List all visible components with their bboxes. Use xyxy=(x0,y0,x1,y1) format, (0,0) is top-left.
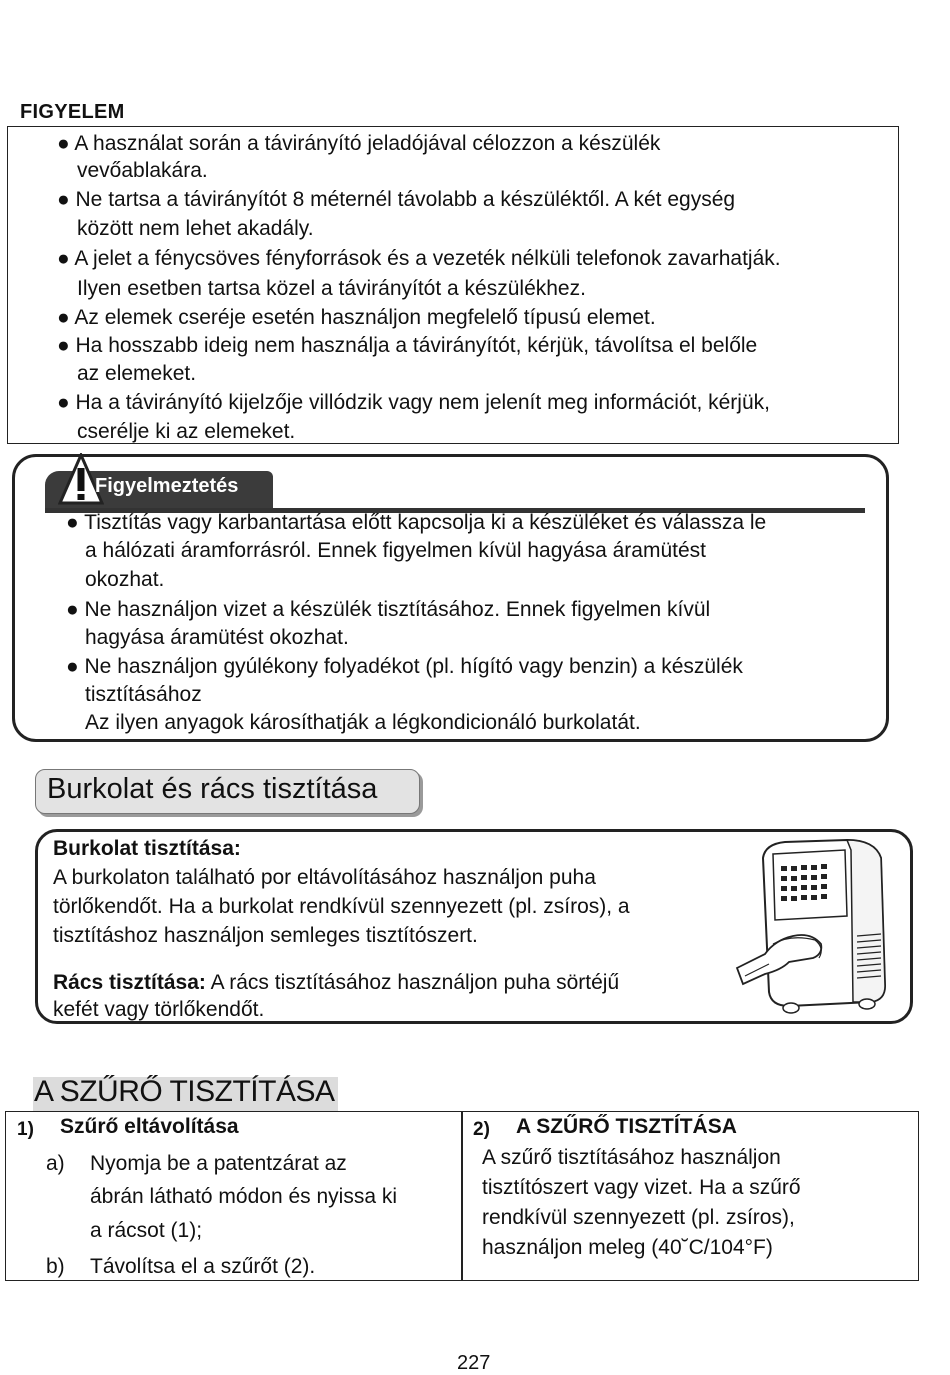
figyelem-title: FIGYELEM xyxy=(20,101,125,123)
figyelem-line: ● Az elemek cseréje esetén használjon megfelelő típusú elemet. xyxy=(57,306,656,329)
warning-line: a hálózati áramforrásról. Ennek figyelmen kívül hagyása áramütést xyxy=(85,539,706,562)
filter-substep-marker: b) xyxy=(46,1255,65,1278)
figyelem-line: ● Ne tartsa a távirányítót 8 méternél távolabb a készüléktől. A két egység xyxy=(57,188,736,211)
figyelem-line: Ilyen esetben tartsa közel a távirányítót a készülékhez. xyxy=(77,277,586,300)
warning-line: okozhat. xyxy=(85,568,165,591)
figyelem-line: az elemeket. xyxy=(77,362,197,385)
filter-cleaning-line: tisztítószert vagy vizet. Ha a szűrő xyxy=(482,1176,801,1199)
page-number: 227 xyxy=(457,1352,491,1374)
filter-step-number: 1) xyxy=(17,1119,34,1140)
warning-line: ● Ne használjon gyúlékony folyadékot (pl. hígító vagy benzin) a készülék xyxy=(66,655,743,678)
filter-heading: A SZŰRŐ TISZTÍTÁSA xyxy=(34,1075,335,1108)
section-heading: Burkolat és rács tisztítása xyxy=(47,773,378,805)
filter-step-number: 2) xyxy=(473,1119,490,1140)
filter-step-title: A SZŰRŐ TISZTÍTÁSA xyxy=(516,1115,737,1138)
figyelem-line: vevőablakára. xyxy=(77,159,208,182)
figyelem-line: ● Ha hosszabb ideig nem használja a távirányítót, kérjük, távolítsa el belőle xyxy=(57,334,758,357)
figyelem-line: cserélje ki az elemeket. xyxy=(77,420,296,443)
filter-cleaning-line: használjon meleg (40˘C/104°F) xyxy=(482,1236,773,1259)
filter-substep-line: Nyomja be a patentzárat az xyxy=(90,1152,347,1175)
grille-line xyxy=(53,970,619,996)
casing-line: tisztításhoz használjon semleges tisztítószert. xyxy=(53,924,478,947)
warning-line: tisztításához xyxy=(85,683,202,706)
grille-text: A rács tisztításához használjon puha sörtéjű xyxy=(205,971,620,994)
figyelem-line: között nem lehet akadály. xyxy=(77,217,314,240)
warning-label: Figyelmeztetés xyxy=(95,475,239,497)
filter-step-title: Szűrő eltávolítása xyxy=(60,1115,239,1138)
warning-line: ● Tisztítás vagy karbantartása előtt kapcsolja ki a készüléket és válassza le xyxy=(66,511,767,534)
filter-table-divider xyxy=(461,1111,463,1281)
warning-line: hagyása áramütést okozhat. xyxy=(85,626,349,649)
filter-substep-marker: a) xyxy=(46,1152,65,1175)
filter-substep-line: Távolítsa el a szűrőt (2). xyxy=(90,1255,316,1278)
grille-line: kefét vagy törlőkendőt. xyxy=(53,998,265,1021)
filter-substep-line: a rácsot (1); xyxy=(90,1219,203,1242)
filter-cleaning-line: A szűrő tisztításához használjon xyxy=(482,1146,781,1169)
casing-line: A burkolaton található por eltávolításához használjon puha xyxy=(53,866,596,889)
casing-line: törlőkendőt. Ha a burkolat rendkívül szennyezett (pl. zsíros), a xyxy=(53,895,630,918)
filter-cleaning-line: rendkívül szennyezett (pl. zsíros), xyxy=(482,1206,795,1229)
filter-substep-line: ábrán látható módon és nyissa ki xyxy=(90,1185,398,1208)
air-conditioner-illustration-icon xyxy=(735,836,905,1016)
warning-line: ● Ne használjon vizet a készülék tisztításához. Ennek figyelmen kívül xyxy=(66,598,711,621)
figyelem-line: ● A jelet a fénycsöves fényforrások és a vezeték nélküli telefonok zavarhatják. xyxy=(57,247,781,270)
casing-title: Burkolat tisztítása: xyxy=(53,837,241,860)
grille-title: Rács tisztítása: xyxy=(53,971,206,994)
figyelem-line: ● A használat során a távirányító jeladójával célozzon a készülék xyxy=(57,132,661,155)
figyelem-line: ● Ha a távirányító kijelzője villódzik vagy nem jelenít meg információt, kérjük, xyxy=(57,391,770,414)
warning-line: Az ilyen anyagok károsíthatják a légkondicionáló burkolatát. xyxy=(85,711,641,734)
